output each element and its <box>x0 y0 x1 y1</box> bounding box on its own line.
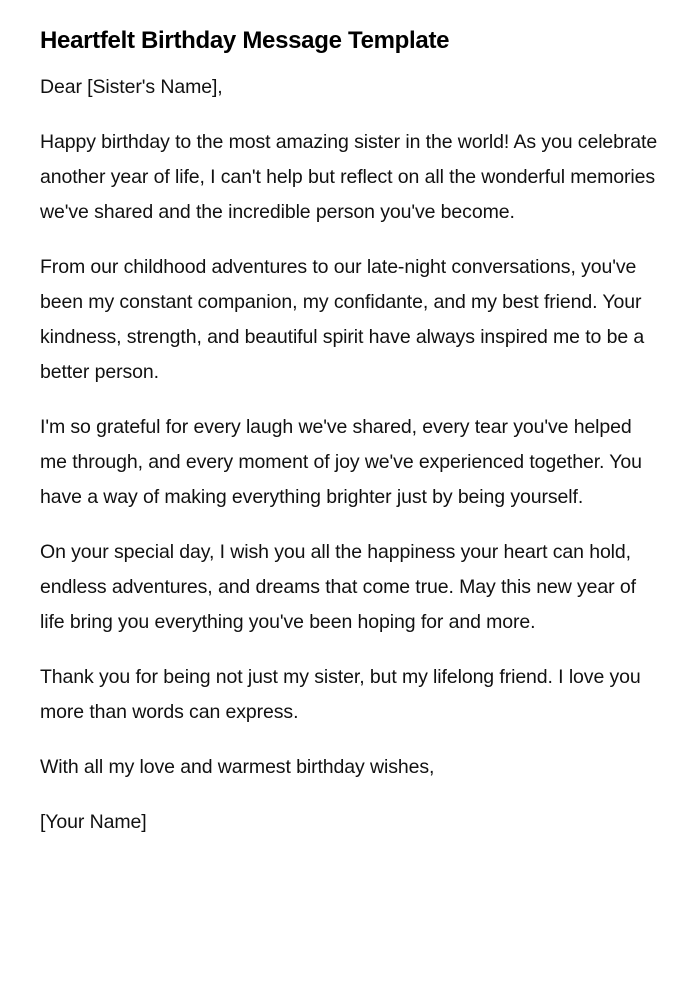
body-paragraph-5: Thank you for being not just my sister, but my lifelong friend. I love you more than words can express. <box>40 666 641 723</box>
body-paragraph-1: Happy birthday to the most amazing sister in the world! As you celebrate another year of life, I can't help but reflect on all the wonderful memories we've shared and the incredible person you've become. <box>40 131 658 223</box>
body-paragraph-2: From our childhood adventures to our late-night conversations, you've been my constant companion, my confidante, and my best friend. Your kindness, strength, and beautiful spirit have always inspired me to be a better person. <box>40 256 645 383</box>
closing-line: With all my love and warmest birthday wishes, <box>40 756 435 778</box>
body-paragraph-3: I'm so grateful for every laugh we've shared, every tear you've helped me through, and every moment of joy we've experienced together. You have a way of making everything brighter just by being yourself. <box>40 416 642 508</box>
body-paragraph-4: On your special day, I wish you all the happiness your heart can hold, endless adventures, and dreams that come true. May this new year of life bring you everything you've been hoping for and more. <box>40 541 636 633</box>
greeting-line: Dear [Sister's Name], <box>40 76 223 98</box>
signature-line: [Your Name] <box>40 811 147 833</box>
document-title: Heartfelt Birthday Message Template <box>40 27 450 54</box>
